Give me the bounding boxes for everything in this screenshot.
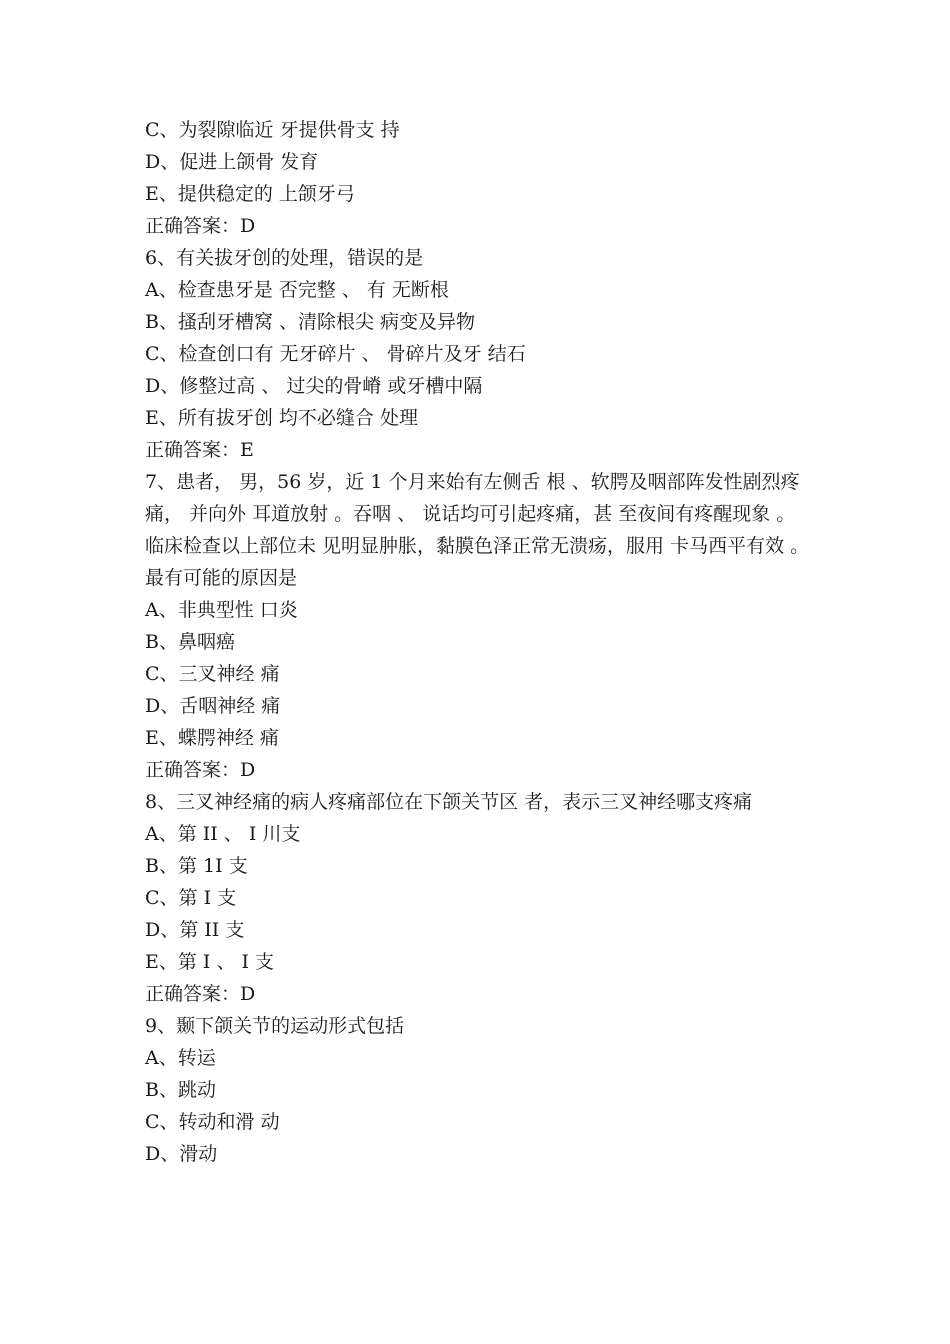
question-line: 7、患者， 男，56 岁，近 1 个月来始有左侧舌 根 、软腭及咽部阵发性剧烈疼痛， 并向外 耳道放射 。吞咽 、 说话均可引起疼痛，甚 至夜间有疼醒现象 。 临床检查以上部位未 见明显肿胀，黏膜色泽正常无溃疡，服用 卡马西平有效 。最有可能的原因是 <box>145 471 810 589</box>
question-line: 6、有关拔牙创的处理，错误的是 <box>145 247 424 269</box>
option-line: E、蝶腭神经 痛 <box>145 727 279 749</box>
option-line: C、第 I 支 <box>145 887 237 909</box>
option-line: B、第 1I 支 <box>145 855 248 877</box>
option-line: E、第 I 、 I 支 <box>145 951 275 973</box>
option-line: A、检查患牙是 否完整 、 有 无断根 <box>145 279 449 301</box>
answer-line: 正确答案：D <box>145 759 256 781</box>
answer-line: 正确答案：E <box>145 439 254 461</box>
document-text <box>145 114 813 1170</box>
option-line: C、转动和滑 动 <box>145 1111 280 1133</box>
option-line: E、所有拔牙创 均不必缝合 处理 <box>145 407 418 429</box>
option-line: B、搔刮牙槽窝 、清除根尖 病变及异物 <box>145 311 476 333</box>
option-line: C、检查创口有 无牙碎片 、 骨碎片及牙 结石 <box>145 343 526 365</box>
option-line: B、跳动 <box>145 1079 216 1101</box>
option-line: A、第 II 、 I 川支 <box>145 823 301 845</box>
answer-line: 正确答案：D <box>145 215 256 237</box>
option-line: D、第 II 支 <box>145 919 245 941</box>
option-line: D、促进上颌骨 发育 <box>145 151 319 173</box>
option-line: D、舌咽神经 痛 <box>145 695 281 717</box>
option-line: C、为裂隙临近 牙提供骨支 持 <box>145 119 400 141</box>
question-line: 9、颞下颌关节的运动形式包括 <box>145 1015 405 1037</box>
option-line: A、非典型性 口炎 <box>145 599 298 621</box>
answer-line: 正确答案：D <box>145 983 256 1005</box>
option-line: C、三叉神经 痛 <box>145 663 280 685</box>
option-line: E、提供稳定的 上颌牙弓 <box>145 183 355 205</box>
question-line: 8、三叉神经痛的病人疼痛部位在下颌关节区 者，表示三叉神经哪支疼痛 <box>145 791 753 813</box>
option-line: D、修整过高 、 过尖的骨嵴 或牙槽中隔 <box>145 375 483 397</box>
option-line: B、鼻咽癌 <box>145 631 235 653</box>
option-line: A、转运 <box>145 1047 216 1069</box>
option-line: D、滑动 <box>145 1143 218 1165</box>
